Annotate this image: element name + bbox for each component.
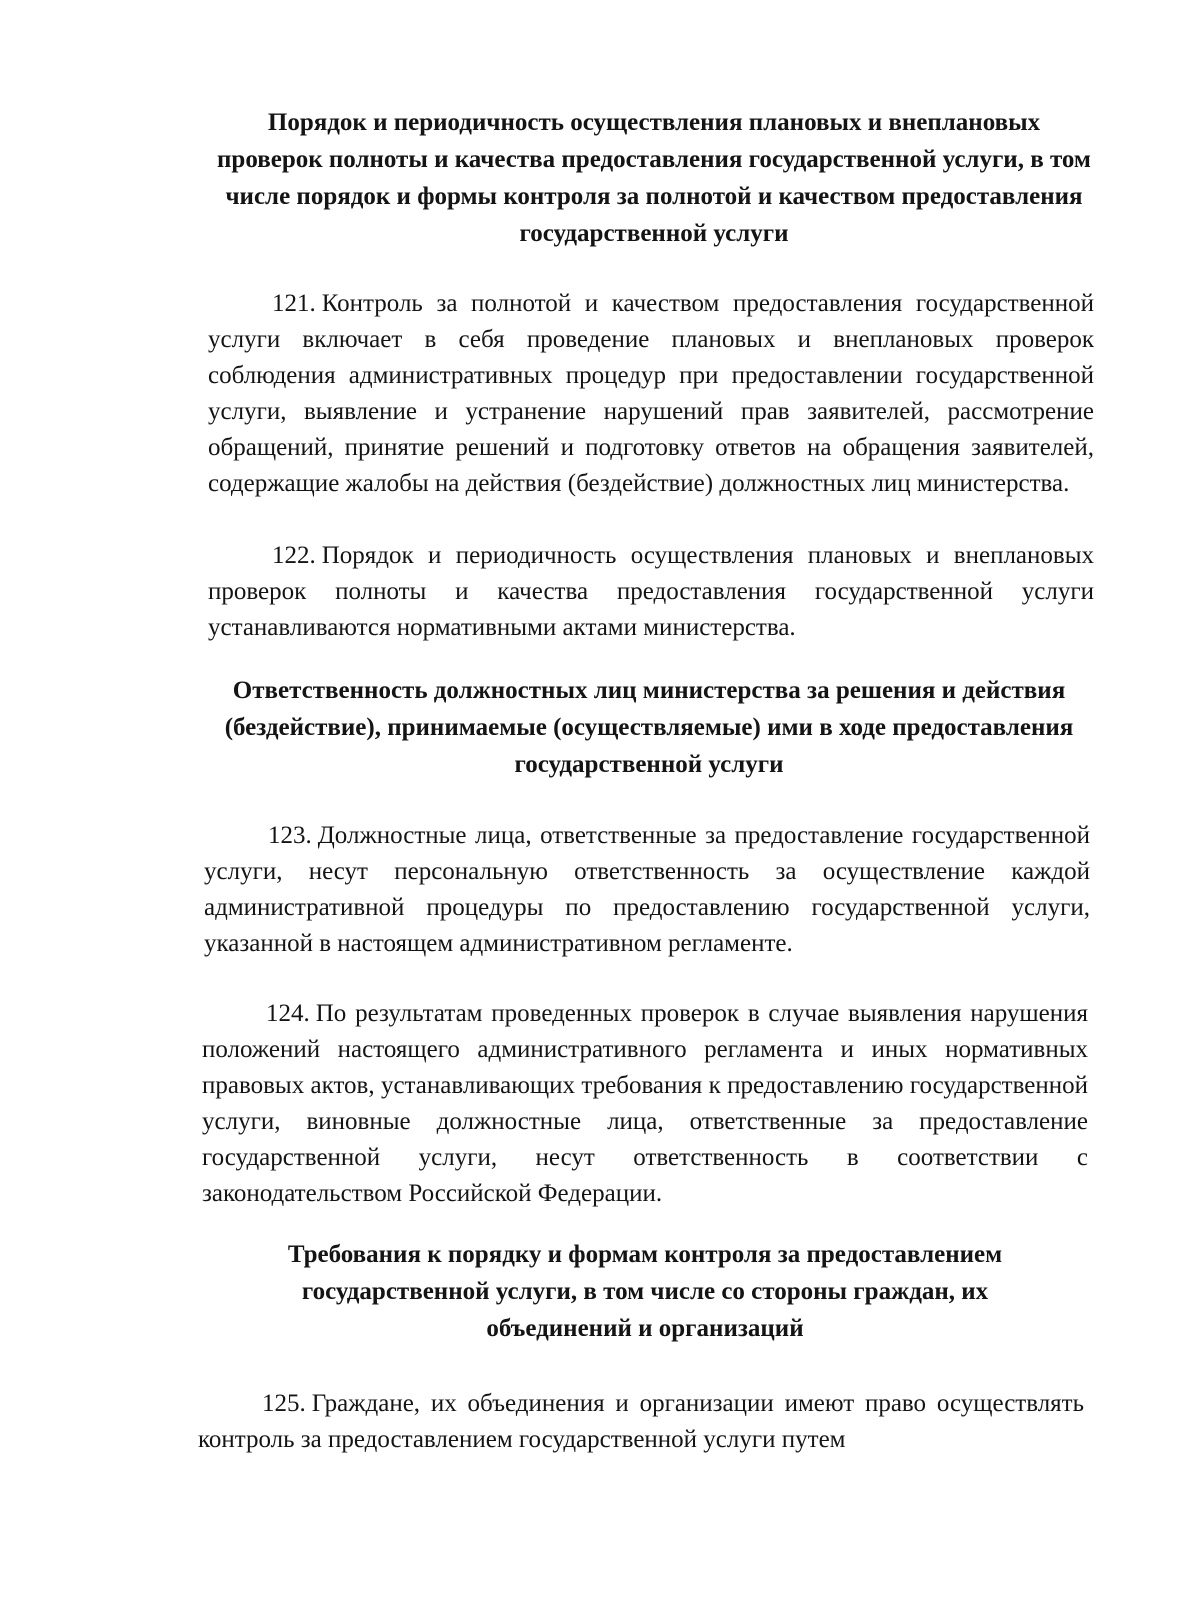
section-heading-control-procedure: Порядок и периодичность осуществления плановых и внеплановых проверок полноты и качества предоставления государственной услуги, в том числе порядок и формы контроля за полнотой и качеством предоставления государственной услуги xyxy=(217,109,1091,247)
section-heading-citizen-control: Требования к порядку и формам контроля за предоставлением государственной услуги, в том числе со стороны граждан, их объединений и организаций xyxy=(287,1241,1003,1342)
paragraph-number: 122. xyxy=(272,542,316,569)
paragraph-124 xyxy=(202,996,1088,1212)
paragraph-121 xyxy=(208,286,1094,502)
paragraph-number: 123. xyxy=(268,822,312,849)
paragraph-123 xyxy=(204,818,1090,962)
paragraph-text: Порядок и периодичность осуществления плановых и внеплановых проверок полноты и качества предоставления государственной услуги устанавливаются нормативными актами министерства. xyxy=(208,542,1094,641)
section-heading-responsibility: Ответственность должностных лиц министерства за решения и действия (бездействие), принимаемые (осуществляемые) ими в ходе предоставления государственной услуги xyxy=(224,677,1074,778)
paragraph-number: 124. xyxy=(266,1000,310,1027)
paragraph-number: 125. xyxy=(262,1390,306,1417)
paragraph-text: Граждане, их объединения и организации имеют право осуществлять контроль за предоставлением государственной услуги путем xyxy=(198,1390,1084,1453)
paragraph-text: Должностные лица, ответственные за предоставление государственной услуги, несут персональную ответственность за осуществление каждой административной процедуры по предоставлению государственной услуги, указанной в настоящем административном регламенте. xyxy=(204,822,1090,957)
paragraph-number: 121. xyxy=(272,290,316,317)
paragraph-text: По результатам проведенных проверок в случае выявления нарушения положений настоящего административного регламента и иных нормативных правовых актов, устанавливающих требования к предоставлению государственной услуги, виновные должностные лица, ответственные за предоставление государственной услуги, несут ответственность в соответствии с законодательством Российской Федерации. xyxy=(202,1000,1088,1207)
paragraph-125 xyxy=(198,1386,1084,1458)
paragraph-122 xyxy=(208,538,1094,646)
paragraph-text: Контроль за полнотой и качеством предоставления государственной услуги включает в себя проведение плановых и внеплановых проверок соблюдения административных процедур при предоставлении государственной услуги, выявление и устранение нарушений прав заявителей, рассмотрение обращений, принятие решений и подготовку ответов на обращения заявителей, содержащие жалобы на действия (бездействие) должностных лиц министерства. xyxy=(208,290,1094,497)
